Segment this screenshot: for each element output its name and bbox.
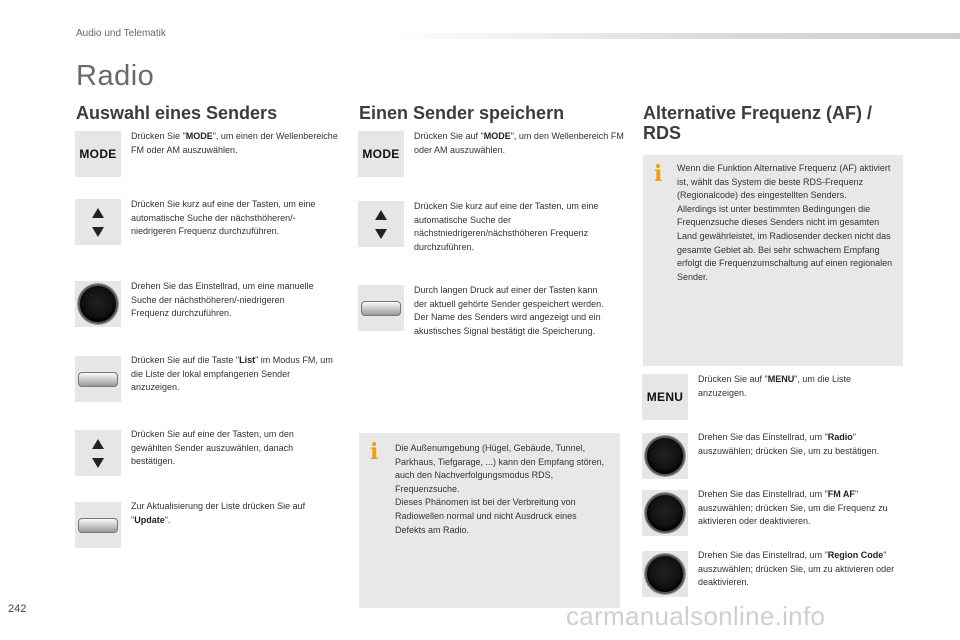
instruction-text: Drücken Sie auf die Taste "List" im Modus FM, um die Liste der lokal empfangenen Sender anzuzeigen. [131, 355, 333, 393]
instruction-text: Drücken Sie auf "MENU", um die Liste anzuzeigen. [698, 374, 851, 398]
up-down-arrows-icon [75, 199, 121, 245]
info-icon: i [654, 161, 663, 187]
mode-button-icon [75, 131, 121, 177]
mode-button-icon [358, 131, 404, 177]
instruction-text: Drehen Sie das Einstellrad, um "FM AF" auszuwählen; drücken Sie, um die Frequenz zu aktivieren oder deaktivieren. [698, 489, 888, 527]
info-note [643, 155, 903, 366]
instruction-text: Durch langen Druck auf einer der Tasten kann der aktuell gehörte Sender gespeichert werden. Der Name des Senders wird angezeigt und ein akustisches Signal bestätigt die Speicherung. [414, 285, 604, 336]
info-icon: i [370, 439, 379, 465]
instruction-text: Drücken Sie auf "MODE", um den Wellenbereich FM oder AM auszuwählen. [414, 131, 624, 155]
instruction-text: Drücken Sie kurz auf eine der Tasten, um eine automatische Suche der nächstniedrigeren/nächsthöheren Frequenz durchzuführen. [414, 201, 599, 252]
preset-button-icon [358, 285, 404, 331]
rotary-knob-icon [642, 433, 688, 479]
info-text: Die Außenumgebung (Hügel, Gebäude, Tunnel, Parkhaus, Tiefgarage, ...) kann den Empfang stören, auch den Nachverfolgungsmodus RDS, Frequenzsuche. Dieses Phänomen ist bei der Verbreitung von Radiowellen normal und nicht Ausdruck eines Defekts am Radio. [395, 443, 605, 535]
up-down-arrows-icon [75, 430, 121, 476]
section-title-store-station: Einen Sender speichern [359, 103, 565, 123]
rotary-knob-icon [642, 490, 688, 536]
update-button-icon [75, 502, 121, 548]
page-title: Radio [76, 60, 155, 92]
section-title-af-rds: Alternative Frequenz (AF) / RDS [643, 103, 873, 143]
instruction-text: Drehen Sie das Einstellrad, um "Radio" auszuwählen; drücken Sie, um zu bestätigen. [698, 432, 880, 456]
mode-label: MODE [79, 147, 117, 161]
instruction-text: Zur Aktualisierung der Liste drücken Sie auf "Update". [131, 501, 306, 525]
section-title-station-selection: Auswahl eines Senders [76, 103, 278, 123]
instruction-text: Drehen Sie das Einstellrad, um "Region Code" auszuwählen; drücken Sie, um zu aktivieren oder deaktivieren. [698, 550, 895, 588]
info-note [359, 433, 620, 608]
instruction-text: Drehen Sie das Einstellrad, um eine manuelle Suche der nächsthöheren/-niedrigeren Frequenz durchzuführen. [131, 281, 314, 319]
page-number: 242 [8, 603, 27, 615]
instruction-text: Drücken Sie kurz auf eine der Tasten, um eine automatische Suche der nächsthöheren/-niedrigeren Frequenz durchzuführen. [131, 199, 316, 237]
up-down-arrows-icon [358, 201, 404, 247]
menu-button-icon [642, 374, 688, 420]
header-rule [385, 33, 960, 39]
info-text: Wenn die Funktion Alternative Frequenz (AF) aktiviert ist, wählt das System die beste RDS-Frequenz (Regionalcode) des eingestellten Senders. Allerdings ist unter bestimmten Bedingungen die Frequenzsuche dieses Senders nicht im gesamten Land gewährleistet, im Radiosender decken nicht das gesamte Gebiet ab. Bei sehr schwachem Empfang erfolgt die Frequenzumschaltung auf einen regionalen Sender. [677, 163, 893, 282]
instruction-text: Drücken Sie auf eine der Tasten, um den gewählten Sender auszuwählen, danach bestätigen. [131, 429, 294, 467]
rotary-knob-icon [642, 551, 688, 597]
watermark: carmanualsonline.info [566, 601, 826, 631]
mode-label: MODE [362, 147, 400, 161]
menu-label: MENU [646, 390, 684, 404]
chapter-header: Audio und Telematik [76, 28, 166, 39]
instruction-text: Drücken Sie "MODE", um einen der Wellenbereiche FM oder AM auszuwählen. [131, 131, 338, 155]
list-button-icon [75, 356, 121, 402]
rotary-knob-icon [75, 281, 121, 327]
